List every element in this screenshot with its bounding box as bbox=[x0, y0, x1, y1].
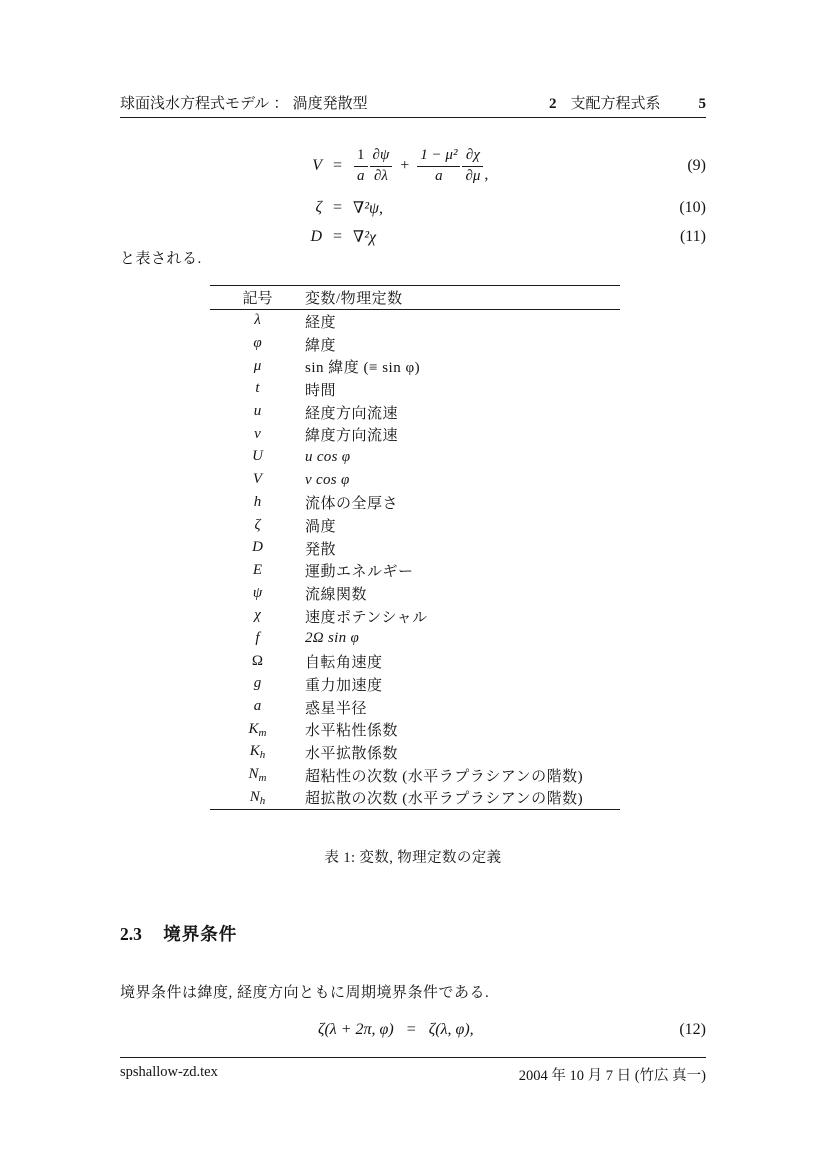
symbol-table-body bbox=[210, 310, 620, 809]
eq11-rhs: ∇²χ bbox=[353, 229, 377, 246]
table-cell-desc: 流線関数 bbox=[305, 587, 368, 604]
eq12-lhs: ζ(λ + 2π, φ) bbox=[318, 1021, 394, 1038]
table-row bbox=[210, 696, 620, 719]
eq11-equals: = bbox=[333, 228, 343, 245]
table-row bbox=[210, 378, 620, 401]
table-row bbox=[210, 537, 620, 560]
equation-12 bbox=[120, 1014, 706, 1046]
table-row bbox=[210, 628, 620, 651]
header-section-title: 支配方程式系 bbox=[570, 95, 661, 112]
table-cell-symbol: h bbox=[253, 493, 262, 510]
table-cell-desc: 重力加速度 bbox=[305, 677, 383, 694]
header-section-number: 2 bbox=[548, 96, 557, 112]
footer-rule bbox=[120, 1057, 706, 1058]
table-row bbox=[210, 741, 620, 764]
eq11-number: (11) bbox=[679, 228, 706, 245]
equation-block bbox=[120, 139, 706, 251]
eq12-rhs: ζ(λ, φ), bbox=[428, 1021, 474, 1038]
table-cell-symbol: t bbox=[255, 380, 260, 397]
table-cell-desc: 惑星半径 bbox=[305, 700, 368, 717]
equation-10 bbox=[120, 193, 706, 223]
table-cell-desc: sin 緯度 (≡ sin φ) bbox=[305, 360, 421, 377]
table-cell-desc: 水平拡散係数 bbox=[305, 745, 399, 762]
fraction-1-over-a: $\frac{1}{a}$ bbox=[354, 148, 368, 185]
table-cell-desc: 時間 bbox=[305, 382, 337, 399]
fraction-dchi-dmu: $\frac{\partial\chi}{\partial\mu}$ bbox=[462, 148, 483, 185]
table-row bbox=[210, 310, 620, 333]
eq9-equals: = bbox=[333, 157, 343, 174]
table-cell-symbol: V bbox=[252, 471, 263, 488]
table-cell-desc: 自転角速度 bbox=[305, 655, 383, 672]
eq12-equals: = bbox=[406, 1021, 416, 1038]
table-row bbox=[210, 786, 620, 809]
table-cell-symbol: $N_m$ bbox=[248, 766, 267, 785]
symbol-table bbox=[210, 285, 620, 810]
table-row bbox=[210, 423, 620, 446]
section-number: 2.3 bbox=[120, 924, 142, 944]
section-title: 境界条件 bbox=[163, 924, 238, 944]
table-header-row bbox=[210, 286, 620, 310]
table-caption: 表 1: 変数, 物理定数の定義 bbox=[324, 850, 502, 866]
table-cell-symbol: $K_h$ bbox=[249, 743, 266, 762]
eq12-number: (12) bbox=[679, 1021, 706, 1038]
table-row bbox=[210, 764, 620, 787]
table-row bbox=[210, 514, 620, 537]
plus-operator: + bbox=[400, 157, 410, 174]
table-cell-desc: 超拡散の次数 (水平ラプラシアンの階数) bbox=[305, 791, 584, 808]
table-row bbox=[210, 333, 620, 356]
page-number: 5 bbox=[698, 96, 706, 112]
table-cell-symbol: D bbox=[252, 539, 263, 556]
eq9-number: (9) bbox=[687, 157, 706, 174]
table-row bbox=[210, 605, 620, 628]
table-cell-symbol: $N_h$ bbox=[249, 788, 266, 807]
table-cell-desc: 発散 bbox=[305, 541, 337, 558]
table-row bbox=[210, 673, 620, 696]
table-row bbox=[210, 492, 620, 515]
fraction-1-minus-mu2-over-a: $\frac{\text{1 − μ²}}{a}$ bbox=[417, 148, 460, 185]
page-footer bbox=[120, 1064, 706, 1085]
eq10-lhs: ζ bbox=[315, 199, 322, 216]
table-cell-symbol: Ω bbox=[251, 652, 264, 669]
equation-9 bbox=[120, 139, 706, 193]
table-row bbox=[210, 401, 620, 424]
table-header-symbol: 記号 bbox=[242, 291, 273, 307]
table-cell-desc: 運動エネルギー bbox=[305, 564, 414, 581]
table-cell-desc: v cos φ bbox=[305, 471, 350, 488]
table-cell-desc: u cos φ bbox=[305, 448, 351, 465]
table-row bbox=[210, 582, 620, 605]
table-cell-desc: 緯度方向流速 bbox=[305, 428, 399, 445]
table-cell-desc: 緯度 bbox=[305, 337, 337, 354]
section-heading bbox=[120, 921, 237, 946]
eq9-rhs bbox=[353, 148, 488, 185]
table-cell-desc: 水平粘性係数 bbox=[305, 723, 399, 740]
table-cell-symbol: f bbox=[255, 629, 260, 646]
table-cell-desc: 経度方向流速 bbox=[305, 405, 399, 422]
table-row bbox=[210, 718, 620, 741]
eq9-lhs: V bbox=[312, 157, 322, 174]
table-cell-symbol: $K_m$ bbox=[248, 720, 267, 739]
table-cell-symbol: v bbox=[254, 425, 261, 442]
table-cell-symbol: μ bbox=[253, 357, 262, 374]
table-row bbox=[210, 650, 620, 673]
body-paragraph: 境界条件は緯度, 経度方向ともに周期境界条件である. bbox=[120, 985, 490, 1001]
table-cell-symbol: ζ bbox=[254, 516, 261, 533]
table-cell-symbol: χ bbox=[254, 607, 261, 624]
table-row bbox=[210, 355, 620, 378]
table-cell-desc: 流体の全厚さ bbox=[305, 496, 399, 513]
table-row bbox=[210, 446, 620, 469]
table-cell-desc: 超粘性の次数 (水平ラプラシアンの階数) bbox=[305, 768, 584, 785]
eq10-number: (10) bbox=[679, 199, 706, 216]
table-cell-desc: 速度ポテンシャル bbox=[305, 609, 428, 626]
eq10-equals: = bbox=[333, 199, 343, 216]
table-cell-desc: 渦度 bbox=[305, 519, 337, 536]
eq10-rhs: ∇²ψ, bbox=[353, 200, 383, 217]
table-cell-symbol: g bbox=[253, 675, 262, 692]
header-title: 球面浅水方程式モデル ： 渦度発散型 bbox=[120, 95, 368, 112]
header-right bbox=[549, 92, 706, 113]
table-cell-desc: 経度 bbox=[305, 314, 337, 331]
intro-text: と表される. bbox=[120, 251, 202, 267]
table-cell-symbol: U bbox=[252, 448, 263, 465]
table-cell-symbol: λ bbox=[254, 312, 261, 329]
equation-12-block bbox=[120, 1014, 706, 1046]
table-row bbox=[210, 469, 620, 492]
table-cell-symbol: a bbox=[253, 698, 262, 715]
equation-11 bbox=[120, 223, 706, 251]
table-cell-symbol: φ bbox=[253, 335, 262, 352]
table-header-desc: 変数/物理定数 bbox=[305, 291, 403, 307]
header-rule bbox=[120, 117, 706, 118]
running-header bbox=[120, 92, 706, 113]
footer-filename: spshallow-zd.tex bbox=[120, 1064, 218, 1080]
eq11-lhs: D bbox=[310, 228, 322, 245]
table-cell-symbol: u bbox=[253, 403, 262, 420]
table-cell-desc: 2Ω sin φ bbox=[305, 630, 360, 647]
table-cell-symbol: E bbox=[252, 561, 263, 578]
footer-date-author: 2004 年 10 月 7 日 (竹広 真一) bbox=[518, 1068, 706, 1084]
fraction-dpsi-dlambda: $\frac{\partial\psi}{\partial\lambda}$ bbox=[370, 148, 393, 185]
eq9-comma: , bbox=[484, 166, 489, 183]
table-row bbox=[210, 560, 620, 583]
table-cell-symbol: ψ bbox=[252, 584, 263, 601]
